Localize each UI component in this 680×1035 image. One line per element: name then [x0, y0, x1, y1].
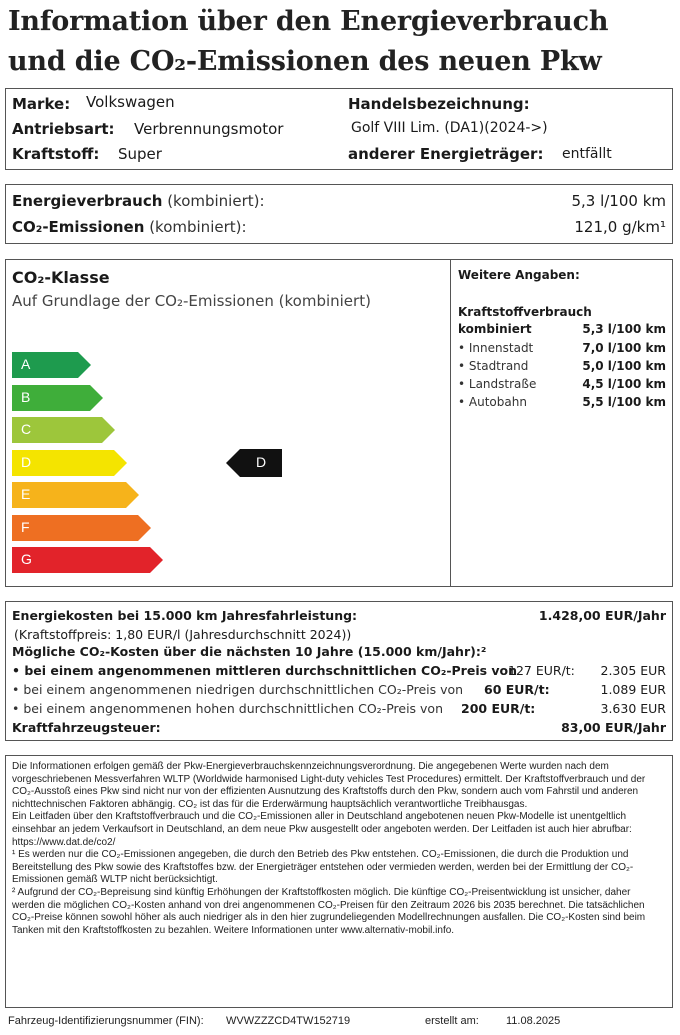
- co2-class-letter: A: [21, 356, 31, 372]
- consumption-box: [5, 184, 673, 244]
- costs-box: Energiekosten bei 15.000 km Jahresfahrleistung: 1.428,00 EUR/Jahr (Kraftstoffpreis: 1,80 EUR/l (Jahresdurchschnitt 2024)) Mögliche CO₂-Kosten über die nächsten 10 Jahre (15.000 km/Jahr):² • bei einem angenommenen mittleren durchschnittlichen CO₂-Preis von 127 EUR/t: 2.305 EUR • bei einem angenommenen niedrigen durchschnittlichen CO₂-Preis von 60 EUR/t: 1.089 EUR • bei einem angenommenen hohen durchschnittlichen CO₂-Preis von 200 EUR/t: 3.630 EUR Kraftfahrzeugsteuer: 83,00 EUR/Jahr: [5, 601, 673, 741]
- footnote-intro: Die Informationen erfolgen gemäß der Pkw-Energieverbrauchskennzeichnungsverordnung. Die angegebenen Werte wurden nach dem vorgeschriebenen Messverfahren WLTP (Worldwide harmonised Light-duty vehicles Test Procedures) ermittelt. Der Kraftstoffverbrauch und der CO₂-Ausstoß eines Pkw sind nicht nur von der effizienten Ausnutzung des Kraftstoffs durch den Pkw, sondern auch vom Fahrstil und anderen nichttechnischen Faktoren abhängig. CO₂ ist das für die Erderwärmung hauptsächlich verantwortliche Treibhausgas.: [12, 761, 646, 810]
- energiekosten-value: 1.428,00 EUR/Jahr: [538, 608, 666, 623]
- marke-value: Volkswagen: [86, 93, 175, 111]
- low-value: 1.089 EUR: [600, 682, 666, 697]
- weitere-item-value: 4,5 l/100 km: [582, 377, 666, 391]
- antrieb-label: Antriebsart:: [12, 120, 115, 138]
- co2-label: CO₂-Emissionen: [12, 218, 145, 236]
- handel-value: Golf VIII Lim. (DA1)(2024->): [351, 120, 548, 136]
- high-text: bei einem angenommenen hohen durchschnittlichen CO₂-Preis von: [23, 701, 444, 716]
- mid-text: bei einem angenommenen mittleren durchschnittlichen CO₂-Preis von: [24, 663, 518, 678]
- indicator-arrow-icon: [226, 449, 282, 477]
- co2-class-letter: C: [21, 421, 32, 437]
- co2-class-bar-c: [12, 417, 115, 443]
- erstellt-label: erstellt am:: [425, 1015, 479, 1027]
- co2-value: 121,0 g/km¹: [574, 218, 666, 236]
- anderer-value: entfällt: [562, 146, 612, 162]
- footnote-1: ¹ Es werden nur die CO₂-Emissionen angegeben, die durch den Betrieb des Pkw entstehen. CO₂-Emissionen, die durch die Produktion und Bereitstellung des Pkw sowie des Kraftstoffes bzw. der Energieträger entstehen oder vermieden werden, werden bei der Ermittlung der CO₂-Emissionen gemäß WLTP nicht berücksichtigt.: [12, 849, 634, 886]
- high-value: 3.630 EUR: [600, 701, 666, 716]
- energie-suffix: (kombiniert):: [167, 192, 265, 210]
- co2-class-box: [5, 259, 673, 587]
- page-title: [8, 2, 672, 82]
- co2-class-bar-d: [12, 450, 127, 476]
- co2-class-letter: B: [21, 388, 31, 405]
- steuer-label: Kraftfahrzeugsteuer:: [12, 720, 161, 735]
- co2-class-scale: [12, 352, 212, 582]
- kombiniert-value: 5,3 l/100 km: [582, 322, 666, 336]
- current-class-indicator: [226, 449, 282, 477]
- erstellt-value: 11.08.2025: [506, 1015, 561, 1027]
- weitere-item-label: • Innenstadt: [458, 341, 534, 355]
- fin-value: WVWZZZCD4TW152719: [226, 1015, 351, 1027]
- kv-label: Kraftstoffverbrauch: [458, 305, 592, 319]
- marke-label: Marke:: [12, 95, 71, 113]
- weitere-item-value: 7,0 l/100 km: [582, 341, 666, 355]
- co2-class-bar-a: [12, 352, 91, 378]
- kraftstoffpreis-line: (Kraftstoffpreis: 1,80 EUR/l (Jahresdurchschnitt 2024)): [14, 627, 352, 642]
- low-price: 60 EUR/t:: [484, 682, 550, 697]
- energie-label: Energieverbrauch: [12, 192, 163, 210]
- co2-class-subheading: Auf Grundlage der CO₂-Emissionen (kombiniert): [12, 292, 371, 310]
- energiekosten-label: Energiekosten bei 15.000 km Jahresfahrleistung:: [12, 608, 358, 623]
- co2-class-letter: F: [21, 518, 30, 535]
- vehicle-info-box: [5, 88, 673, 170]
- steuer-value: 83,00 EUR/Jahr: [561, 720, 666, 735]
- co2-class-bar-e: [12, 482, 139, 508]
- anderer-label: anderer Energieträger:: [348, 145, 544, 163]
- weitere-item-label: • Autobahn: [458, 395, 527, 409]
- title-line-1: Information über den Energieverbrauch: [8, 6, 609, 37]
- weitere-item-label: • Stadtrand: [458, 359, 529, 373]
- co2-suffix: (kombiniert):: [149, 218, 247, 236]
- high-price: 200 EUR/t:: [461, 701, 536, 716]
- title-line-2: und die CO₂-Emissionen des neuen Pkw: [8, 46, 602, 77]
- weitere-item-value: 5,5 l/100 km: [582, 395, 666, 409]
- co2-class-letter: G: [21, 551, 32, 567]
- footnote-2: ² Aufgrund der CO₂-Bepreisung sind künftig Erhöhungen der Kraftstoffkosten möglich. Die künftige CO₂-Preisentwicklung ist unsicher, daher werden die möglichen CO₂-Kosten anhand von drei angenommenen CO₂-Preisen für den Zeitraum 2026 bis 2035 berechnet. Die tatsächlichen CO₂-Preise können sowohl höher als auch niedriger als in den hier zugrundeliegenden Modellrechnungen ausfallen. Die CO₂-Kosten sind beim Tanken mit den Kraftstoffkosten zu bezahlen. Weitere Informationen unter www.alternativ-mobil.info.: [12, 886, 646, 936]
- weitere-heading: Weitere Angaben:: [458, 268, 580, 282]
- co2-class-bar-g: [12, 547, 163, 573]
- fin-label: Fahrzeug-Identifizierungsnummer (FIN):: [8, 1015, 204, 1027]
- energie-value: 5,3 l/100 km: [571, 192, 666, 210]
- co2-class-letter: E: [21, 486, 31, 502]
- co2-class-heading: CO₂-Klasse: [12, 268, 110, 287]
- kraftstoff-label: Kraftstoff:: [12, 145, 100, 163]
- co2-class-bar-b: [12, 385, 103, 411]
- antrieb-value: Verbrennungsmotor: [134, 120, 284, 138]
- footnotes-box: [5, 755, 673, 1008]
- co2kosten-label: Mögliche CO₂-Kosten über die nächsten 10 Jahre (15.000 km/Jahr):²: [12, 644, 487, 659]
- co2-class-bar-f: [12, 515, 151, 541]
- weitere-item-value: 5,0 l/100 km: [582, 359, 666, 373]
- kraftstoff-value: Super: [118, 145, 162, 163]
- current-class-letter: D: [256, 454, 267, 470]
- low-text: bei einem angenommenen niedrigen durchschnittlichen CO₂-Preis von: [23, 682, 464, 697]
- kombiniert-label: kombiniert: [458, 322, 532, 336]
- co2-class-letter: D: [21, 453, 32, 470]
- mid-price: 127 EUR/t:: [508, 663, 575, 678]
- divider: [450, 260, 451, 586]
- weitere-item-label: • Landstraße: [458, 377, 537, 391]
- footnote-leitfaden: Ein Leitfaden über den Kraftstoffverbrauch und die CO₂-Emissionen aller in Deutschland angebotenen neuen Pkw-Modelle ist unentgeltlich einsehbar an jedem Verkaufsort in Deutschland, an dem neue Pkw ausgestellt oder angeboten werden. Der Leitfaden ist auch hier abrufbar: https://www.dat.de/co2/: [12, 811, 632, 848]
- mid-value: 2.305 EUR: [600, 663, 666, 678]
- handel-label: Handelsbezeichnung:: [348, 95, 530, 113]
